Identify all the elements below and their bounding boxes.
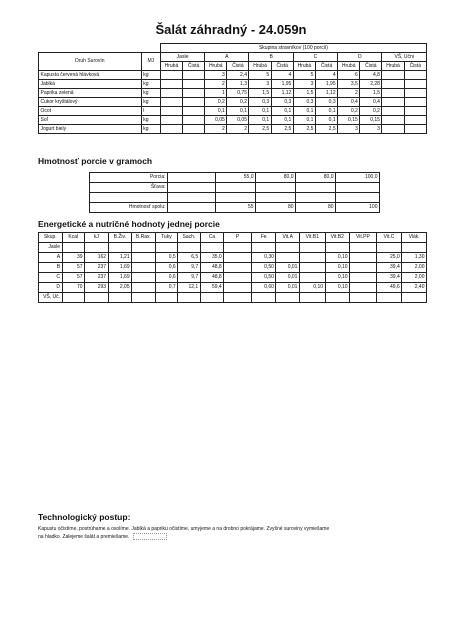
- group-b: B: [249, 53, 293, 62]
- quantity-cell: [404, 125, 426, 134]
- quantity-cell: 4: [271, 71, 293, 80]
- nutrition-column-header: Tuky: [155, 233, 178, 243]
- portion-value: 80: [296, 203, 336, 213]
- nutrition-value: 0,01: [276, 273, 300, 283]
- nutrition-value: 12,1: [178, 283, 201, 293]
- nutrition-group: A: [39, 253, 63, 263]
- quantity-cell: 1,3: [227, 80, 249, 89]
- quantity-cell: 1,5: [360, 89, 382, 98]
- nutrition-column-header: P: [224, 233, 252, 243]
- quantity-cell: 0,1: [271, 116, 293, 125]
- quantity-cell: 0,3: [249, 98, 271, 107]
- portion-value: [168, 203, 216, 213]
- nutrition-value: 59,4: [200, 283, 224, 293]
- quantity-cell: 0,1: [293, 116, 315, 125]
- nutrition-value: 0,50: [251, 263, 276, 273]
- group-jasle: Jasle: [160, 53, 204, 62]
- stamp-mark: [133, 533, 167, 540]
- quantity-cell: [382, 80, 404, 89]
- table-row: [39, 253, 427, 263]
- subheader-cista: Čistá: [404, 62, 426, 71]
- quantity-cell: 2: [227, 125, 249, 134]
- portion-value: [296, 193, 336, 203]
- nutrition-column-header: Sach.: [178, 233, 201, 243]
- quantity-cell: 3,5: [338, 80, 360, 89]
- quantity-cell: 1,5: [249, 89, 271, 98]
- nutrition-value: [224, 253, 252, 263]
- quantity-cell: 0,75: [227, 89, 249, 98]
- portion-value: 80: [256, 203, 296, 213]
- table-row: [39, 107, 427, 116]
- nutrition-group: B: [39, 263, 63, 273]
- portion-value: [336, 183, 380, 193]
- nutrition-value: [62, 243, 85, 253]
- nutrition-value: [224, 243, 252, 253]
- quantity-cell: [160, 116, 182, 125]
- nutrition-value: 0,10: [325, 273, 350, 283]
- quantity-cell: [183, 89, 205, 98]
- nutrition-value: 49,6: [376, 283, 402, 293]
- portion-value: 80,0: [296, 173, 336, 183]
- portion-value: [256, 193, 296, 203]
- nutrition-value: [108, 243, 132, 253]
- quantity-cell: [382, 89, 404, 98]
- nutrition-value: [224, 293, 252, 303]
- table-row: [39, 125, 427, 134]
- nutrition-value: [402, 293, 427, 303]
- portion-value: 55: [216, 203, 256, 213]
- quantity-cell: [183, 116, 205, 125]
- portion-value: [296, 183, 336, 193]
- quantity-cell: 0,1: [249, 107, 271, 116]
- nutrition-value: 0,7: [155, 283, 178, 293]
- quantity-cell: 2,5: [293, 125, 315, 134]
- nutrition-value: [276, 243, 300, 253]
- nutrition-value: [224, 263, 252, 273]
- quantity-cell: 0,3: [293, 98, 315, 107]
- nutrition-value: [132, 273, 156, 283]
- nutrition-value: 70: [62, 283, 85, 293]
- nutrition-value: 39: [62, 253, 85, 263]
- nutrition-column-header: B.Živ.: [108, 233, 132, 243]
- nutrition-value: 6,5: [178, 253, 201, 263]
- portion-heading: Hmotnosť porcie v gramoch: [38, 156, 153, 166]
- quantity-cell: 0,1: [227, 107, 249, 116]
- table-row: [39, 263, 427, 273]
- nutrition-value: [178, 243, 201, 253]
- group-a: A: [205, 53, 249, 62]
- quantity-cell: 1,12: [315, 89, 337, 98]
- page-title: Šalát záhradný - 24.059n: [155, 22, 307, 37]
- nutrition-value: [299, 273, 325, 283]
- quantity-cell: 2,5: [249, 125, 271, 134]
- group-header: Skupina stravníkov (100 porcií): [160, 44, 426, 53]
- quantity-cell: 0,1: [293, 107, 315, 116]
- nutrition-value: 1,21: [108, 253, 132, 263]
- nutrition-value: [251, 243, 276, 253]
- nutrition-value: [132, 263, 156, 273]
- nutrition-value: [299, 243, 325, 253]
- quantity-cell: 3: [338, 125, 360, 134]
- nutrition-value: [325, 243, 350, 253]
- nutrition-value: 39,4: [376, 263, 402, 273]
- quantity-cell: 1,95: [315, 80, 337, 89]
- nutrition-value: [178, 293, 201, 303]
- nutrition-heading: Energetické a nutričné hodnoty jednej porcie: [38, 219, 220, 229]
- nutrition-column-header: Vit.B1: [299, 233, 325, 243]
- nutrition-value: 0,10: [325, 263, 350, 273]
- quantity-cell: [183, 80, 205, 89]
- quantity-cell: [160, 98, 182, 107]
- quantity-cell: [382, 71, 404, 80]
- nutrition-group: VŠ, Uč.: [39, 293, 63, 303]
- quantity-cell: 3: [360, 125, 382, 134]
- portion-value: [256, 183, 296, 193]
- quantity-cell: 0,2: [205, 98, 227, 107]
- nutrition-value: [276, 253, 300, 263]
- table-row: [90, 173, 380, 183]
- nutrition-value: 162: [85, 253, 109, 263]
- quantity-cell: 6: [338, 71, 360, 80]
- table-row: [39, 283, 427, 293]
- nutrition-value: [376, 243, 402, 253]
- nutrition-value: [276, 293, 300, 303]
- quantity-cell: [404, 80, 426, 89]
- nutrition-column-header: Vit.C: [376, 233, 402, 243]
- quantity-cell: [404, 116, 426, 125]
- quantity-cell: [382, 98, 404, 107]
- quantity-cell: [183, 71, 205, 80]
- nutrition-value: [155, 293, 178, 303]
- nutrition-value: [402, 243, 427, 253]
- nutrition-value: 1,69: [108, 263, 132, 273]
- quantity-cell: [160, 71, 182, 80]
- quantity-cell: 4: [315, 71, 337, 80]
- nutrition-group: Jasle: [39, 243, 63, 253]
- nutrition-value: 0,6: [155, 263, 178, 273]
- nutrition-value: [132, 253, 156, 263]
- nutrition-table: [38, 232, 427, 303]
- quantity-cell: 1: [205, 89, 227, 98]
- nutrition-value: 0,10: [325, 253, 350, 263]
- ingredient-unit: kg: [141, 116, 160, 125]
- quantity-cell: [382, 116, 404, 125]
- nutrition-column-header: Skup.: [39, 233, 63, 243]
- table-row: [39, 243, 427, 253]
- nutrition-value: 25,0: [376, 253, 402, 263]
- ingredient-name: Ocot: [39, 107, 142, 116]
- quantity-cell: 0,2: [227, 98, 249, 107]
- quantity-cell: 3: [293, 80, 315, 89]
- quantity-cell: 0,15: [360, 116, 382, 125]
- nutrition-value: [200, 293, 224, 303]
- subheader-hruba: Hrubá: [293, 62, 315, 71]
- table-row: [90, 203, 380, 213]
- nutrition-value: [325, 293, 350, 303]
- quantity-cell: 2: [338, 89, 360, 98]
- nutrition-value: 0,6: [155, 273, 178, 283]
- portion-value: 55,0: [216, 173, 256, 183]
- quantity-cell: 0,1: [271, 107, 293, 116]
- nutrition-value: 9,7: [178, 263, 201, 273]
- quantity-cell: 1,5: [293, 89, 315, 98]
- procedure-text: [38, 525, 428, 541]
- nutrition-value: 57: [62, 263, 85, 273]
- table-row: [90, 183, 380, 193]
- group-c: C: [293, 53, 337, 62]
- nutrition-value: [85, 293, 109, 303]
- nutrition-value: 39,4: [376, 273, 402, 283]
- nutrition-value: 0,30: [251, 253, 276, 263]
- nutrition-value: [132, 293, 156, 303]
- portion-label: [90, 193, 168, 203]
- portion-value: 100: [336, 203, 380, 213]
- group-vs-ucni: VŠ, Učni: [382, 53, 427, 62]
- portion-value: [168, 173, 216, 183]
- nutrition-value: 48,8: [200, 273, 224, 283]
- portion-value: [336, 193, 380, 203]
- nutrition-value: [299, 293, 325, 303]
- nutrition-value: 237: [85, 273, 109, 283]
- nutrition-value: [350, 283, 377, 293]
- nutrition-value: [376, 293, 402, 303]
- quantity-cell: 5: [249, 71, 271, 80]
- quantity-cell: [404, 98, 426, 107]
- nutrition-value: [299, 253, 325, 263]
- quantity-cell: [160, 89, 182, 98]
- quantity-cell: 0,1: [205, 107, 227, 116]
- portion-table: [89, 172, 380, 213]
- quantity-cell: [183, 125, 205, 134]
- portion-label: Hmotnosť spolu:: [90, 203, 168, 213]
- nutrition-column-header: Ca: [200, 233, 224, 243]
- nutrition-value: 2,00: [402, 273, 427, 283]
- quantity-cell: [382, 125, 404, 134]
- table-row: [39, 116, 427, 125]
- quantity-cell: [404, 89, 426, 98]
- portion-value: [168, 193, 216, 203]
- portion-label: Porcia:: [90, 173, 168, 183]
- quantity-cell: [404, 107, 426, 116]
- nutrition-column-header: Kcal: [62, 233, 85, 243]
- table-row: [39, 273, 427, 283]
- nutrition-value: 2,05: [108, 283, 132, 293]
- nutrition-column-header: Vit.PP: [350, 233, 377, 243]
- nutrition-value: [200, 243, 224, 253]
- nutrition-value: 1,69: [108, 273, 132, 283]
- quantity-cell: [160, 80, 182, 89]
- subheader-cista: Čistá: [271, 62, 293, 71]
- subheader-cista: Čistá: [227, 62, 249, 71]
- portion-value: 80,0: [256, 173, 296, 183]
- nutrition-value: 0,01: [276, 283, 300, 293]
- quantity-cell: 0,05: [205, 116, 227, 125]
- portion-value: [168, 183, 216, 193]
- nutrition-group: D: [39, 283, 63, 293]
- nutrition-column-header: Vlák.: [402, 233, 427, 243]
- nutrition-value: 0,60: [251, 283, 276, 293]
- ingredient-unit: kg: [141, 89, 160, 98]
- quantity-cell: 2,4: [227, 71, 249, 80]
- quantity-cell: [160, 125, 182, 134]
- table-row: [39, 293, 427, 303]
- portion-value: 100,0: [336, 173, 380, 183]
- nutrition-value: 0,5: [155, 253, 178, 263]
- ingredients-table: [38, 43, 427, 134]
- ingredient-name: Kapusta červená hlávková: [39, 71, 142, 80]
- subheader-hruba: Hrubá: [338, 62, 360, 71]
- ingredient-unit: kg: [141, 71, 160, 80]
- nutrition-value: 2,40: [402, 283, 427, 293]
- ingredient-unit: kg: [141, 125, 160, 134]
- nutrition-value: [299, 263, 325, 273]
- table-row: [90, 193, 380, 203]
- subheader-cista: Čistá: [360, 62, 382, 71]
- ingredient-unit: kg: [141, 98, 160, 107]
- quantity-cell: 0,3: [315, 98, 337, 107]
- nutrition-value: 237: [85, 263, 109, 273]
- nutrition-value: 0,10: [299, 283, 325, 293]
- nutrition-value: 48,8: [200, 263, 224, 273]
- quantity-cell: 1,12: [271, 89, 293, 98]
- procedure-line-1: Kapustu očistíme, postrúhame a osolíme. Jablká a papriku očistíme, umyjeme a na drobno pokrájame. Zvyšné suroviny vymiešame: [38, 526, 330, 532]
- quantity-cell: [183, 98, 205, 107]
- quantity-cell: 2,28: [360, 80, 382, 89]
- quantity-cell: 0,1: [315, 107, 337, 116]
- nutrition-value: 1,30: [402, 253, 427, 263]
- group-d: D: [338, 53, 382, 62]
- nutrition-value: [108, 293, 132, 303]
- ingredient-unit: kg: [141, 80, 160, 89]
- nutrition-column-header: kJ: [85, 233, 109, 243]
- nutrition-value: 35,0: [200, 253, 224, 263]
- nutrition-value: 0,10: [325, 283, 350, 293]
- quantity-cell: 0,3: [271, 98, 293, 107]
- nutrition-value: [350, 263, 377, 273]
- table-row: [39, 89, 427, 98]
- quantity-cell: 4,8: [360, 71, 382, 80]
- quantity-cell: 2,5: [271, 125, 293, 134]
- nutrition-value: [350, 253, 377, 263]
- nutrition-value: 0,01: [276, 263, 300, 273]
- quantity-cell: [382, 107, 404, 116]
- nutrition-value: [62, 293, 85, 303]
- quantity-cell: 3: [249, 80, 271, 89]
- subheader-hruba: Hrubá: [205, 62, 227, 71]
- portion-label: Šťava:: [90, 183, 168, 193]
- nutrition-value: [350, 243, 377, 253]
- subheader-hruba: Hrubá: [160, 62, 182, 71]
- col-druh-header: Druh Surovín: [39, 53, 142, 71]
- nutrition-column-header: Vit.A: [276, 233, 300, 243]
- subheader-cista: Čistá: [315, 62, 337, 71]
- nutrition-column-header: B.Rax.: [132, 233, 156, 243]
- nutrition-value: 9,7: [178, 273, 201, 283]
- nutrition-value: 57: [62, 273, 85, 283]
- nutrition-value: 293: [85, 283, 109, 293]
- quantity-cell: 0,1: [315, 116, 337, 125]
- nutrition-value: [155, 243, 178, 253]
- nutrition-value: [132, 243, 156, 253]
- nutrition-value: [251, 293, 276, 303]
- quantity-cell: 3: [205, 71, 227, 80]
- quantity-cell: 5: [293, 71, 315, 80]
- table-row: [39, 71, 427, 80]
- quantity-cell: 0,4: [338, 98, 360, 107]
- quantity-cell: 2: [205, 125, 227, 134]
- table-row: [39, 98, 427, 107]
- quantity-cell: [404, 71, 426, 80]
- quantity-cell: 0,1: [249, 116, 271, 125]
- nutrition-group: C: [39, 273, 63, 283]
- quantity-cell: 2: [205, 80, 227, 89]
- quantity-cell: 0,2: [360, 107, 382, 116]
- ingredient-name: Jogurt biely: [39, 125, 142, 134]
- col-mj-header: MJ: [141, 53, 160, 71]
- nutrition-value: [224, 273, 252, 283]
- ingredient-name: Cukor kryštálový: [39, 98, 142, 107]
- ingredient-name: Soľ: [39, 116, 142, 125]
- subheader-hruba: Hrubá: [249, 62, 271, 71]
- nutrition-value: [224, 283, 252, 293]
- ingredient-name: Jablká: [39, 80, 142, 89]
- quantity-cell: 0,15: [338, 116, 360, 125]
- nutrition-value: [350, 293, 377, 303]
- nutrition-column-header: Fe: [251, 233, 276, 243]
- portion-value: [216, 193, 256, 203]
- nutrition-value: 0,50: [251, 273, 276, 283]
- quantity-cell: 0,2: [338, 107, 360, 116]
- ingredient-unit: l: [141, 107, 160, 116]
- nutrition-value: 2,00: [402, 263, 427, 273]
- subheader-cista: Čistá: [183, 62, 205, 71]
- procedure-heading: Technologický postup:: [38, 512, 131, 522]
- quantity-cell: 0,4: [360, 98, 382, 107]
- quantity-cell: 1,95: [271, 80, 293, 89]
- ingredient-name: Paprika zelená: [39, 89, 142, 98]
- table-row: [39, 80, 427, 89]
- nutrition-value: [85, 243, 109, 253]
- nutrition-column-header: Vit.B2: [325, 233, 350, 243]
- procedure-line-2: na hladko. Zalejeme šalát a premiešame.: [38, 534, 130, 540]
- subheader-hruba: Hrubá: [382, 62, 404, 71]
- quantity-cell: [183, 107, 205, 116]
- portion-value: [216, 183, 256, 193]
- quantity-cell: 0,05: [227, 116, 249, 125]
- nutrition-value: [132, 283, 156, 293]
- quantity-cell: [160, 107, 182, 116]
- nutrition-value: [350, 273, 377, 283]
- quantity-cell: 2,5: [315, 125, 337, 134]
- nutrition-header-row: [39, 233, 427, 243]
